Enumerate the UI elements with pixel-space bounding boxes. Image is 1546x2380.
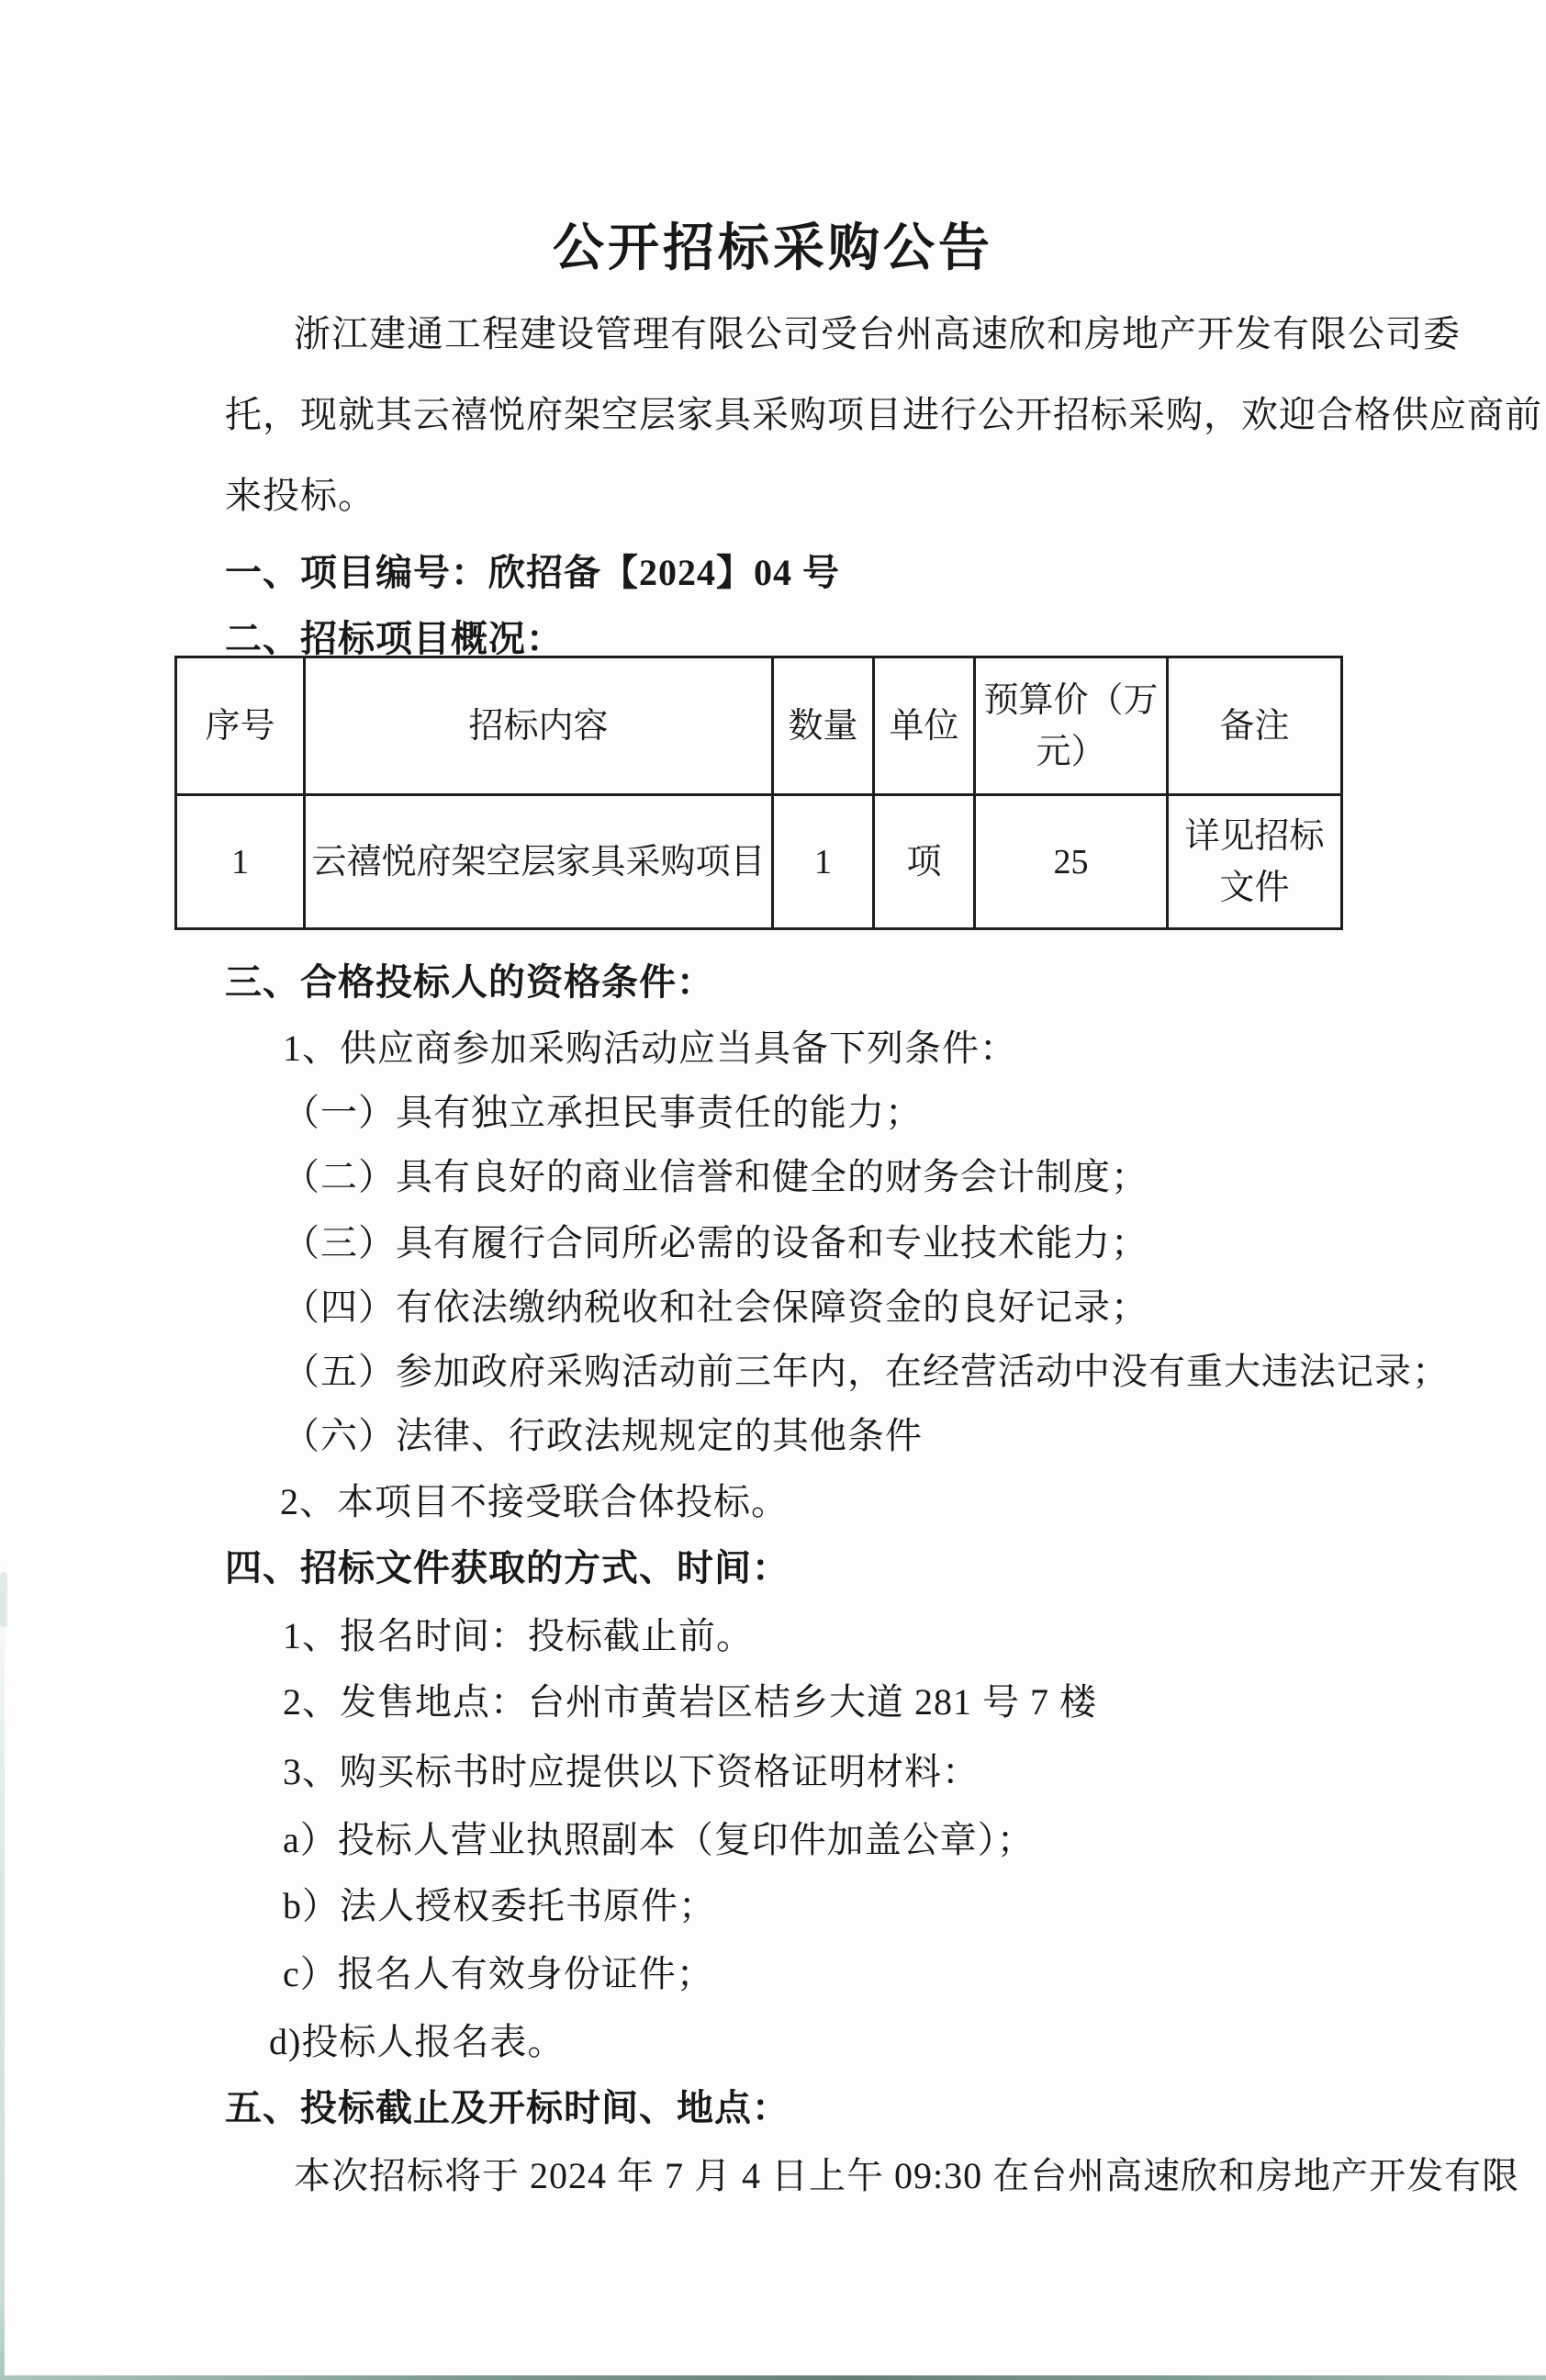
scan-artifact-left-edge xyxy=(0,1561,5,2380)
section-3-item-3: （二）具有良好的商业信誉和健全的财务会计制度； xyxy=(283,1156,1148,1197)
table-cell-content: 云禧悦府架空层家具采购项目 xyxy=(305,795,773,929)
overview-table xyxy=(174,656,1343,930)
table-header-row xyxy=(176,657,1342,795)
table-header-cell-qty: 数量 xyxy=(773,657,874,795)
section-4-item-3: 3、购买标书时应提供以下资格证明材料： xyxy=(283,1751,980,1792)
section-4-item-a: a）投标人营业执照副本（复印件加盖公章）； xyxy=(283,1819,1035,1860)
section-5-heading: 五、投标截止及开标时间、地点： xyxy=(225,2087,790,2128)
table-header-cell-content: 招标内容 xyxy=(305,657,773,795)
table-cell-unit: 项 xyxy=(874,795,975,929)
document-title: 公开招标采购公告 xyxy=(553,220,993,277)
section-4-item-b: b）法人授权委托书原件； xyxy=(283,1885,716,1926)
section-3-heading: 三、合格投标人的资格条件： xyxy=(225,961,714,1003)
section-3-item-5: （四）有依法缴纳税收和社会保障资金的良好记录； xyxy=(283,1286,1148,1328)
section-1-heading: 一、项目编号：欣招备【2024】04 号 xyxy=(225,552,840,593)
table-header-cell-unit: 单位 xyxy=(874,657,975,795)
intro-line-1: 浙江建通工程建设管理有限公司受台州高速欣和房地产开发有限公司委 xyxy=(294,313,1461,354)
section-4-item-d: d)投标人报名表。 xyxy=(269,2021,566,2062)
section-3-item-4: （三）具有履行合同所必需的设备和专业技术能力； xyxy=(283,1222,1148,1263)
table-cell-remark: 详见招标文件 xyxy=(1168,795,1342,929)
table-cell-budget: 25 xyxy=(975,795,1168,929)
intro-line-3: 来投标。 xyxy=(225,475,375,516)
table-cell-seq: 1 xyxy=(176,795,305,929)
table-row xyxy=(176,795,1342,929)
intro-line-2: 托，现就其云禧悦府架空层家具采购项目进行公开招标采购，欢迎合格供应商前 xyxy=(225,394,1542,435)
section-3-item-2: （一）具有独立承担民事责任的能力； xyxy=(283,1092,923,1133)
table-header-cell-seq: 序号 xyxy=(176,657,305,795)
section-3-item-1: 1、供应商参加采购活动应当具备下列条件： xyxy=(283,1027,1017,1069)
section-2-heading: 二、招标项目概况： xyxy=(225,618,564,659)
section-3-item-8: 2、本项目不接受联合体投标。 xyxy=(280,1481,789,1522)
section-3-item-6: （五）参加政府采购活动前三年内，在经营活动中没有重大违法记录； xyxy=(283,1351,1450,1392)
section-4-heading: 四、招标文件获取的方式、时间： xyxy=(225,1547,790,1589)
scan-artifact-bottom-edge xyxy=(0,2375,1546,2380)
table-cell-qty: 1 xyxy=(773,795,874,929)
section-4-item-2: 2、发售地点：台州市黄岩区桔乡大道 281 号 7 楼 xyxy=(283,1681,1097,1723)
section-3-item-7: （六）法律、行政法规规定的其他条件 xyxy=(283,1415,923,1456)
table-header-cell-budget: 预算价（万元） xyxy=(975,657,1168,795)
section-4-item-c: c）报名人有效身份证件； xyxy=(283,1953,714,1994)
section-5-body: 本次招标将于 2024 年 7 月 4 日上午 09:30 在台州高速欣和房地产开发有限 xyxy=(294,2155,1520,2196)
section-4-item-1: 1、报名时间：投标截止前。 xyxy=(283,1615,754,1656)
table-header-cell-remark: 备注 xyxy=(1168,657,1342,795)
